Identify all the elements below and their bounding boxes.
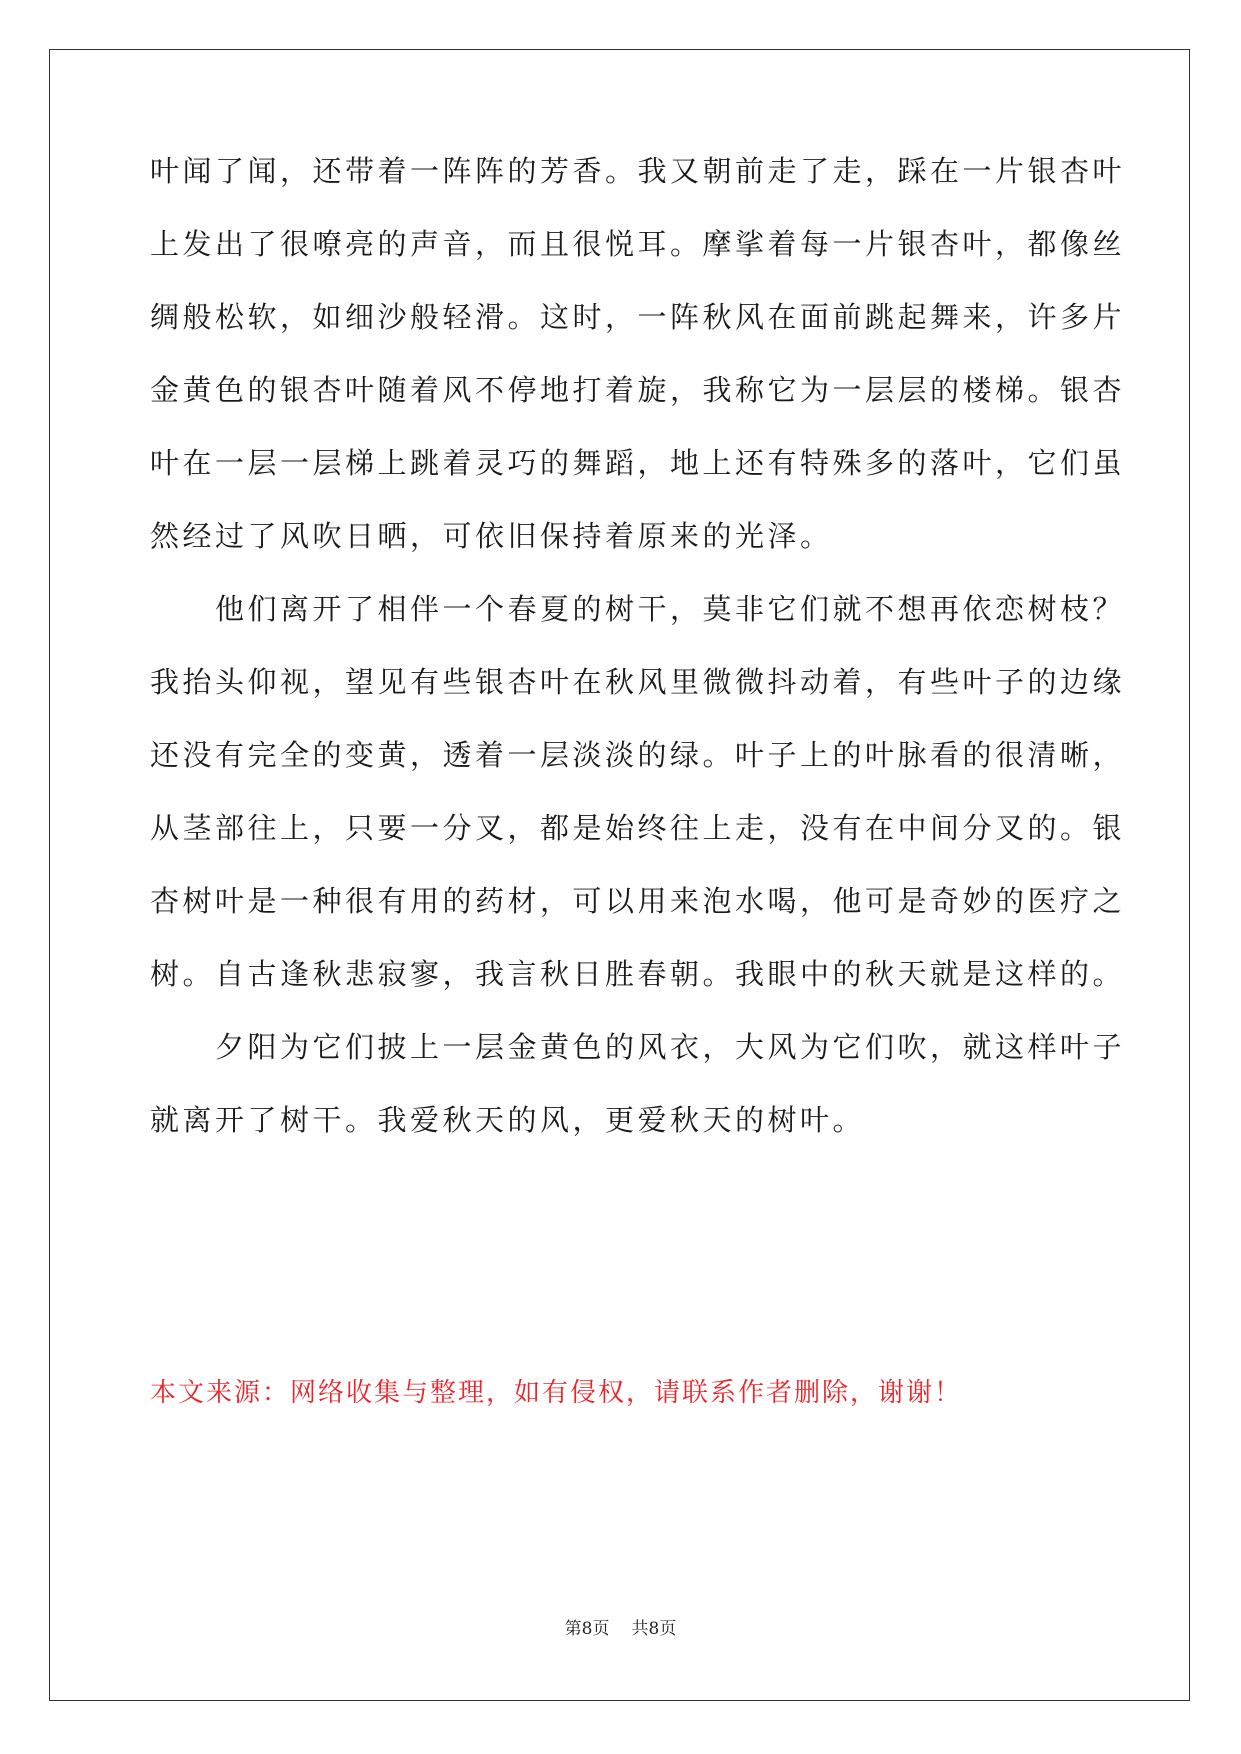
paragraph-line: 绸般松软，如细沙般轻滑。这时，一阵秋风在面前跳起舞来，许多片 (150, 300, 1126, 334)
paragraph-line: 金黄色的银杏叶随着风不停地打着旋，我称它为一层层的楼梯。银杏 (150, 373, 1126, 407)
paragraph-line: 叶在一层一层梯上跳着灵巧的舞蹈，地上还有特殊多的落叶，它们虽 (150, 446, 1126, 480)
paragraph-line: 从茎部往上，只要一分叉，都是始终往上走，没有在中间分叉的。银 (150, 811, 1126, 845)
paragraph-line: 叶闻了闻，还带着一阵阵的芳香。我又朝前走了走，踩在一片银杏叶 (150, 154, 1126, 188)
paragraph-line: 他们离开了相伴一个春夏的树干，莫非它们就不想再依恋树枝？ (215, 592, 1126, 626)
paragraph-line: 我抬头仰视，望见有些银杏叶在秋风里微微抖动着，有些叶子的边缘 (150, 665, 1126, 699)
paragraph-line: 就离开了树干。我爱秋天的风，更爱秋天的树叶。 (150, 1103, 866, 1137)
paragraph-line: 杏树叶是一种很有用的药材，可以用来泡水喝，他可是奇妙的医疗之 (150, 884, 1126, 918)
paragraph-line: 然经过了风吹日晒，可依旧保持着原来的光泽。 (150, 519, 833, 553)
page-footer (0, 1621, 1241, 1638)
paragraph-line: 上发出了很嘹亮的声音，而且很悦耳。摩挲着每一片银杏叶，都像丝 (150, 227, 1126, 261)
current-page-number: 第8页 (564, 1619, 610, 1639)
page-border (49, 49, 1190, 1701)
total-pages: 共8页 (631, 1619, 677, 1639)
paragraph-line: 夕阳为它们披上一层金黄色的风衣，大风为它们吹，就这样叶子 (215, 1030, 1126, 1064)
source-disclaimer: 本文来源：网络收集与整理，如有侵权，请联系作者删除，谢谢！ (150, 1378, 963, 1408)
paragraph-line: 还没有完全的变黄，透着一层淡淡的绿。叶子上的叶脉看的很清晰， (150, 738, 1126, 772)
paragraph-line: 树。自古逢秋悲寂寥，我言秋日胜春朝。我眼中的秋天就是这样的。 (150, 957, 1126, 991)
